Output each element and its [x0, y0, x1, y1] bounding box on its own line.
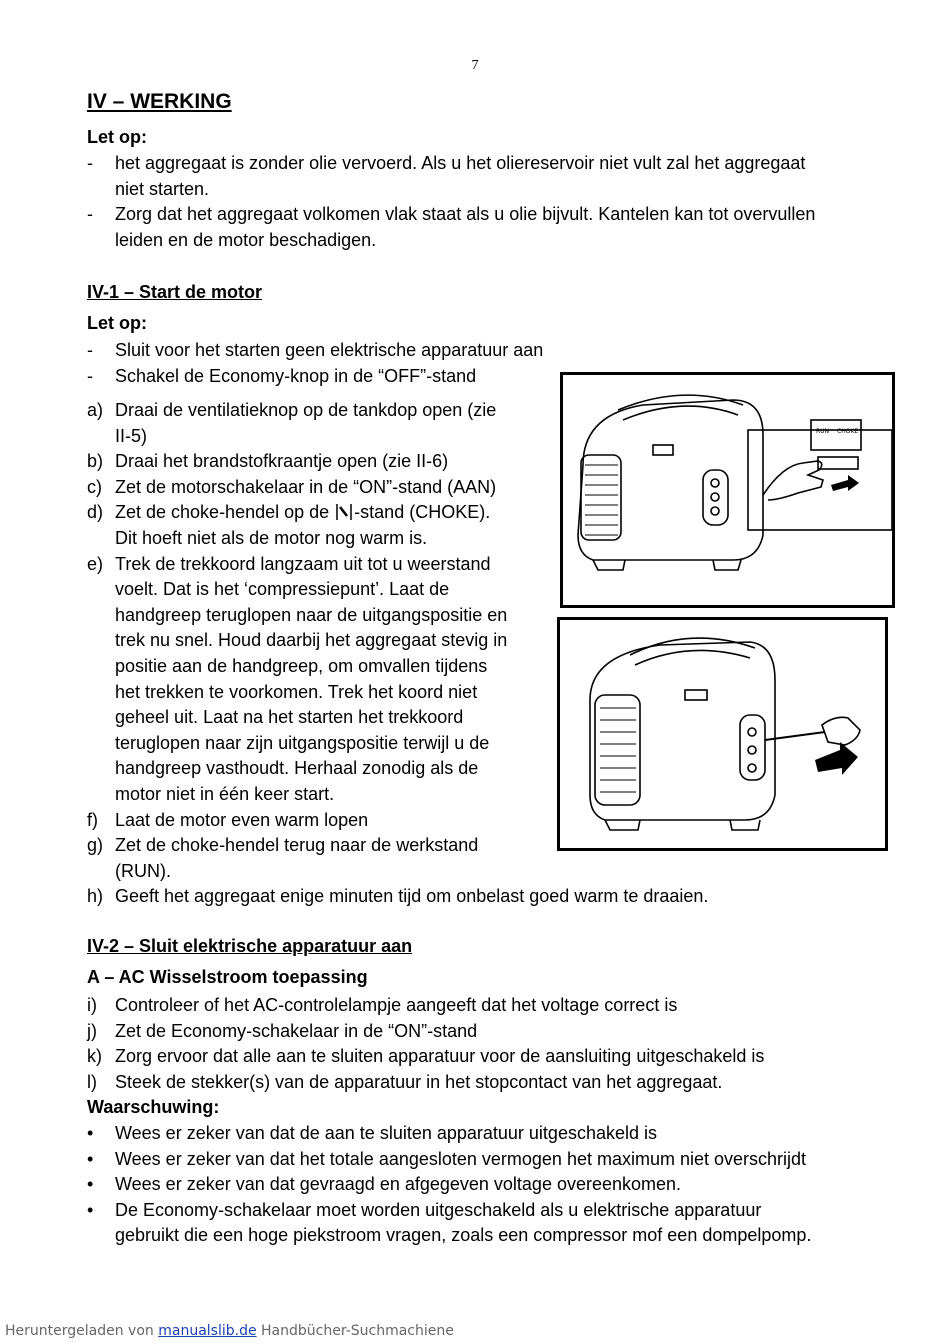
- section1-step-text: het trekken te voorkomen. Trek het koord niet: [115, 681, 478, 702]
- warning-item-text: gebruikt die een hoge piekstroom vragen, zoals een compressor mof een dompelpomp.: [115, 1225, 812, 1246]
- section1-step-text: (RUN).: [115, 860, 171, 881]
- run-label: RUN: [816, 428, 830, 435]
- section1-step-text: Geeft het aggregaat enige minuten tijd om onbelast goed warm te draaien.: [115, 886, 709, 907]
- section1-step-text: Draai de ventilatieknop op de tankdop open (zie: [115, 400, 497, 420]
- section1-step-text: handgreep teruglopen naar de uitgangspositie en: [115, 604, 508, 625]
- section1-step-marker: f): [87, 809, 98, 830]
- warning-item-marker: •: [87, 1123, 94, 1143]
- section1-step-text: Laat de motor even warm lopen: [115, 809, 369, 830]
- warning-item-text: De Economy-schakelaar moet worden uitgeschakeld als u elektrische apparatuur: [115, 1199, 762, 1220]
- intro-item-text: het aggregaat is zonder olie vervoerd. Als u het oliereservoir niet vult zal het aggregaat: [115, 153, 806, 173]
- section2-step-text: Zorg ervoor dat alle aan te sluiten apparatuur voor de aansluiting uitgeschakeld is: [115, 1046, 765, 1067]
- intro-item-text: leiden en de motor beschadigen.: [115, 229, 377, 250]
- footer-prefix: Heruntergeladen von: [5, 1323, 159, 1339]
- generator-pull-illustration: [560, 620, 885, 848]
- section1-step-marker: c): [87, 476, 102, 497]
- section1-step-text: Draai het brandstofkraantje open (zie II-6): [115, 451, 449, 472]
- section1-note-marker: -: [87, 340, 93, 360]
- section1-step-text: Zet de motorschakelaar in de “ON”-stand (AAN): [115, 476, 497, 497]
- choke-label: CHOKE: [837, 428, 859, 435]
- section2-step-text: Controleer of het AC-controlelampje aangeeft dat het voltage correct is: [115, 995, 678, 1015]
- section2-heading: IV-2 – Sluit elektrische apparatuur aan: [87, 936, 413, 956]
- footer: [5, 1323, 454, 1339]
- figure-control-panel: [560, 372, 895, 608]
- section1-step-marker: b): [87, 451, 104, 472]
- section2-step-text: Zet de Economy-schakelaar in de “ON”-stand: [115, 1020, 478, 1041]
- warning-item-text: Wees er zeker van dat gevraagd en afgegeven voltage overeenkomen.: [115, 1174, 682, 1195]
- section2-step-text: Steek de stekker(s) van de apparatuur in het stopcontact van het aggregaat.: [115, 1071, 723, 1092]
- section2-step-marker: l): [87, 1071, 97, 1092]
- section1-step-text: Dit hoeft niet als de motor nog warm is.: [115, 528, 428, 548]
- warning-item-marker: •: [87, 1148, 94, 1169]
- choke-step-suffix: -stand (CHOKE).: [354, 502, 491, 523]
- arrow-icon: [815, 742, 858, 775]
- section1-step-text: Zet de choke-hendel terug naar de werkstand: [115, 835, 479, 856]
- section1-step-text: motor niet in één keer start.: [115, 784, 335, 804]
- section1-step-marker: a): [87, 400, 104, 420]
- section2-subheading: A – AC Wisselstroom toepassing: [87, 967, 368, 987]
- section1-step-text: voelt. Dat is het ‘compressiepunt’. Laat de: [115, 579, 450, 600]
- section1-step-text: handgreep vasthoudt. Herhaal zonodig als de: [115, 758, 479, 779]
- warning-item-text: Wees er zeker van dat het totale aangesloten vermogen het maximum niet overschrijdt: [115, 1148, 807, 1169]
- section1-step-text: geheel uit. Laat na het starten het trekkoord: [115, 707, 464, 728]
- section1-note-text: Schakel de Economy-knop in de “OFF”-stand: [115, 365, 477, 386]
- section2-step-marker: i): [87, 995, 97, 1015]
- section1-step-marker: g): [87, 835, 104, 856]
- footer-suffix: Handbücher-Suchmachiene: [256, 1323, 454, 1339]
- section2-step-marker: j): [87, 1020, 97, 1041]
- section1-step-text: trek nu snel. Houd daarbij het aggregaat stevig in: [115, 630, 508, 651]
- intro-item-text: Zorg dat het aggregaat volkomen vlak staat als u olie bijvult. Kantelen kan tot overvullen: [115, 204, 816, 225]
- section2-step-marker: k): [87, 1046, 102, 1067]
- section1-step-text: teruglopen naar zijn uitgangspositie terwijl u de: [115, 732, 490, 753]
- warning-label: Waarschuwing:: [87, 1097, 220, 1117]
- choke-symbol-icon: [334, 503, 354, 521]
- intro-item-text: niet starten.: [115, 178, 210, 199]
- section1-step-text: II-5): [115, 425, 148, 446]
- generator-panel-illustration: [563, 375, 892, 605]
- warning-item-marker: •: [87, 1199, 94, 1220]
- figure-recoil-start: [557, 617, 888, 851]
- section1-step-text: Trek de trekkoord langzaam uit tot u weerstand: [115, 553, 491, 574]
- section1-note-marker: -: [87, 365, 93, 386]
- intro-note-label: Let op:: [87, 127, 147, 147]
- intro-item-marker: -: [87, 153, 93, 173]
- section1-step-text: positie aan de handgreep, om omvallen tijdens: [115, 656, 488, 676]
- section1-heading: IV-1 – Start de motor: [87, 282, 263, 302]
- section1-step-marker: e): [87, 553, 104, 574]
- page-title: IV – WERKING: [87, 90, 232, 113]
- page-number: 7: [471, 58, 479, 73]
- section1-step-text: [115, 500, 490, 526]
- choke-step-text: Zet de choke-hendel op de: [115, 502, 330, 523]
- warning-item-text: Wees er zeker van dat de aan te sluiten apparatuur uitgeschakeld is: [115, 1123, 657, 1143]
- section1-note-text: Sluit voor het starten geen elektrische apparatuur aan: [115, 340, 544, 360]
- warning-item-marker: •: [87, 1174, 94, 1195]
- manualslib-link[interactable]: manualslib.de: [158, 1323, 257, 1339]
- section1-step-marker: d): [87, 502, 104, 523]
- intro-item-marker: -: [87, 204, 93, 225]
- section1-note-label: Let op:: [87, 313, 147, 333]
- section1-step-marker: h): [87, 886, 104, 907]
- arrow-icon: [831, 475, 859, 491]
